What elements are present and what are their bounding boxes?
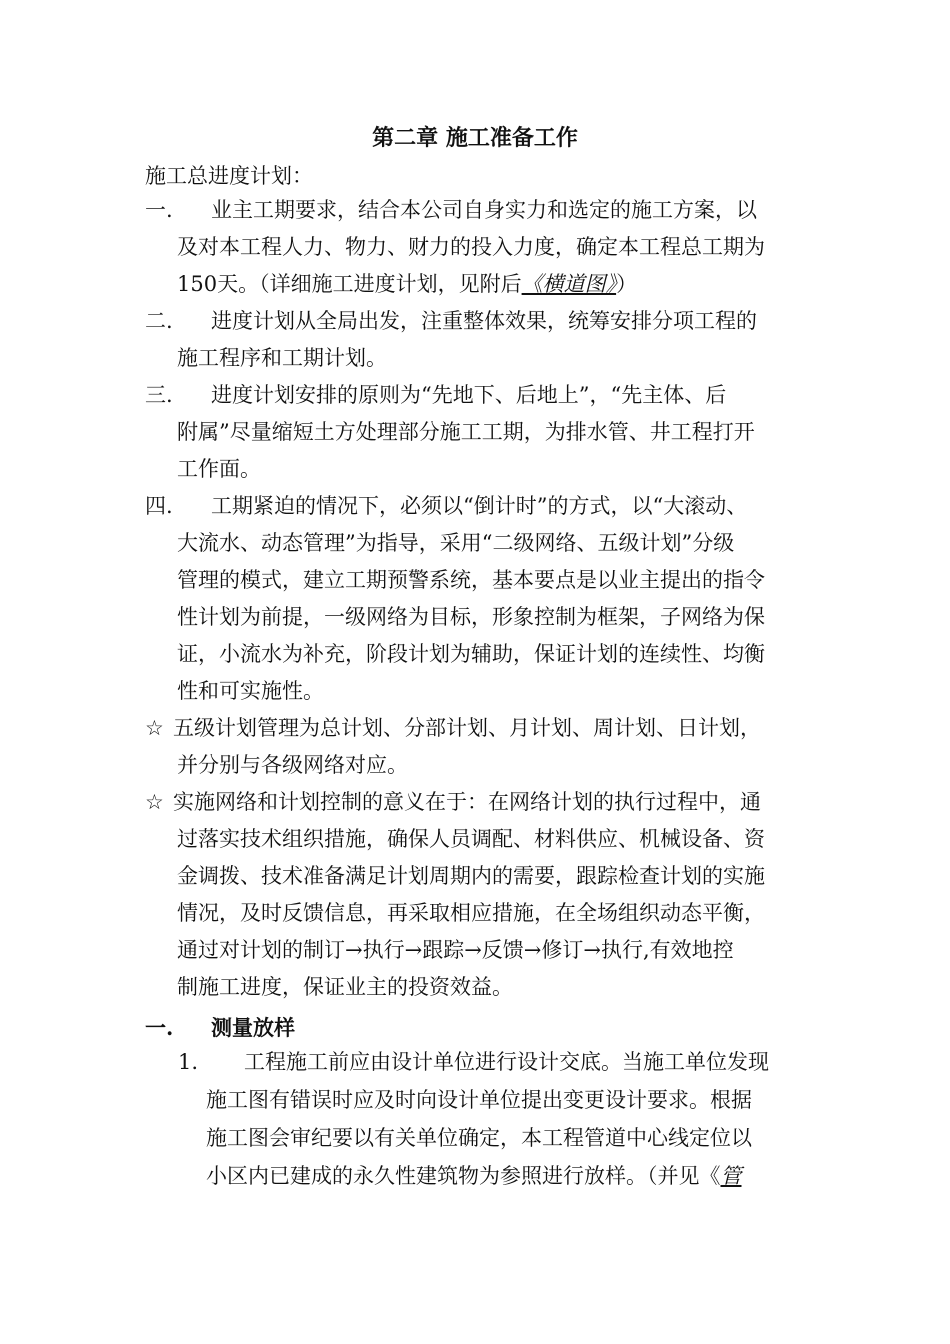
item-marker: 四. bbox=[145, 494, 173, 518]
item-line: 小区内已建成的永久性建筑物为参照进行放样。（并见《 bbox=[206, 1164, 721, 1188]
item-line: 工程施工前应由设计单位进行设计交底。当施工单位发现 bbox=[244, 1050, 769, 1074]
item-line: 证，小流水为补充，阶段计划为辅助，保证计划的连续性、均衡 bbox=[177, 642, 765, 666]
item-line: 大流水、动态管理”为指导，采用“二级网络、五级计划”分级 bbox=[177, 531, 735, 555]
item-line: 施工图有错误时应及时向设计单位提出变更设计要求。根据 bbox=[206, 1088, 752, 1112]
item-line: 进度计划安排的原则为“先地下、后地上”，“先主体、后 bbox=[211, 383, 727, 407]
item-line: 管理的模式，建立工期预警系统，基本要点是以业主提出的指令 bbox=[177, 568, 765, 592]
sub-item-marker: 1. bbox=[178, 1050, 199, 1074]
section-title: 测量放样 bbox=[211, 1015, 295, 1040]
schedule-intro: 施工总进度计划： bbox=[145, 164, 313, 188]
section-heading bbox=[145, 1010, 295, 1046]
section-marker: 一. bbox=[145, 1015, 174, 1040]
item-line: 进度计划从全局出发，注重整体效果，统筹安排分项工程的 bbox=[211, 309, 757, 333]
item-line: 150天。（详细施工进度计划，见附后 bbox=[177, 272, 522, 296]
item-line: 附属”尽量缩短土方处理部分施工工期，为排水管、井工程打开 bbox=[177, 420, 755, 444]
star-icon: ☆ bbox=[145, 716, 164, 740]
item-marker: 二. bbox=[145, 309, 173, 333]
item-line: 并分别与各级网络对应。 bbox=[177, 753, 408, 777]
item-line: 工期紧迫的情况下，必须以“倒计时”的方式，以“大滚动、 bbox=[211, 494, 748, 518]
item-line: 过落实技术组织措施，确保人员调配、材料供应、机械设备、资 bbox=[177, 827, 765, 851]
gantt-chart-link[interactable]: 《横道图》 bbox=[521, 272, 617, 296]
item-line: 金调拨、技术准备满足计划周期内的需要，跟踪检查计划的实施 bbox=[177, 864, 765, 888]
item-line: 制施工进度，保证业主的投资效益。 bbox=[177, 975, 513, 999]
item-line: 情况，及时反馈信息，再采取相应措施，在全场组织动态平衡， bbox=[177, 901, 765, 925]
item-marker: 一. bbox=[145, 198, 173, 222]
item-line: ） bbox=[616, 272, 638, 296]
item-line: 施工图会审纪要以有关单位确定，本工程管道中心线定位以 bbox=[206, 1126, 752, 1150]
star-icon: ☆ bbox=[145, 790, 164, 814]
chapter-title: 第二章 施工准备工作 bbox=[372, 125, 578, 151]
item-line: 业主工期要求，结合本公司自身实力和选定的施工方案，以 bbox=[211, 198, 757, 222]
item-line: 实施网络和计划控制的意义在于：在网络计划的执行过程中，通 bbox=[173, 790, 761, 814]
item-marker: 三. bbox=[145, 383, 173, 407]
item-line: 施工程序和工期计划。 bbox=[177, 346, 387, 370]
item-line: 及对本工程人力、物力、财力的投入力度，确定本工程总工期为 bbox=[177, 235, 765, 259]
item-line: 性和可实施性。 bbox=[177, 679, 324, 703]
item-line: 性计划为前提，一级网络为目标，形象控制为框架，子网络为保 bbox=[177, 605, 765, 629]
pipe-drawing-link[interactable]: 管 bbox=[720, 1164, 742, 1188]
item-line: 工作面。 bbox=[177, 457, 261, 481]
item-line: 五级计划管理为总计划、分部计划、月计划、周计划、日计划， bbox=[173, 716, 761, 740]
item-line: 通过对计划的制订→执行→跟踪→反馈→修订→执行,有效地控 bbox=[177, 938, 734, 962]
